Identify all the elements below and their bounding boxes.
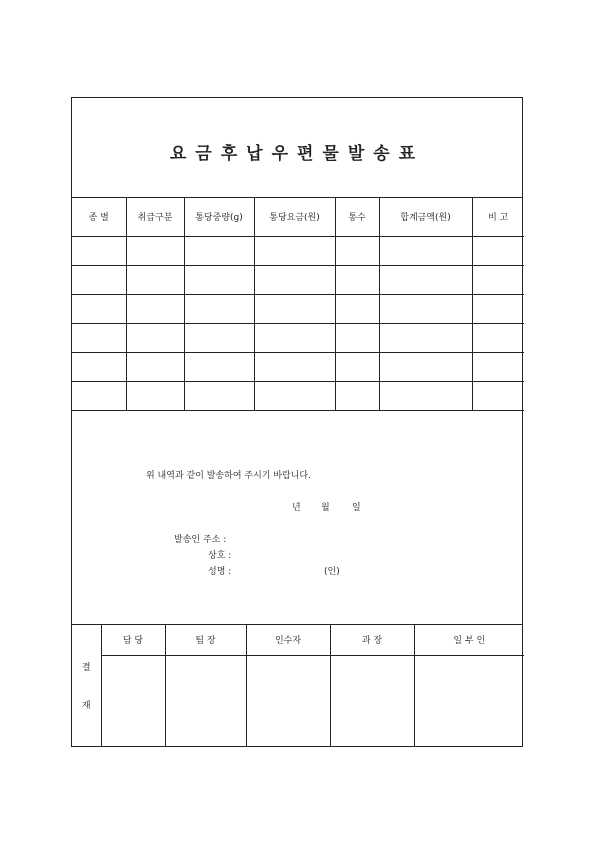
seal-mark-label: (인) xyxy=(324,567,340,577)
header-remarks: 비 고 xyxy=(472,198,524,236)
approval-header-receiver: 인수자 xyxy=(246,625,330,655)
table-cell[interactable] xyxy=(335,265,379,294)
table-cell[interactable] xyxy=(72,352,126,381)
table-cell[interactable] xyxy=(472,323,524,352)
table-cell[interactable] xyxy=(254,352,335,381)
table-row xyxy=(72,294,524,323)
approval-header-date-stamp: 일 부 인 xyxy=(414,625,524,655)
table-cell[interactable] xyxy=(379,381,472,410)
item-table xyxy=(72,198,524,411)
table-cell[interactable] xyxy=(379,352,472,381)
form-frame xyxy=(71,97,523,747)
date-stamp-box[interactable] xyxy=(414,655,524,746)
table-cell[interactable] xyxy=(72,323,126,352)
approval-label-char-2: 재 xyxy=(81,700,91,711)
table-cell[interactable] xyxy=(254,381,335,410)
table-row xyxy=(72,236,524,265)
table-cell[interactable] xyxy=(379,294,472,323)
table-cell[interactable] xyxy=(254,294,335,323)
request-statement: 위 내역과 같이 발송하여 주시기 바랍니다. xyxy=(146,471,311,481)
date-day-label: 일 xyxy=(352,503,361,513)
table-cell[interactable] xyxy=(184,352,254,381)
table-cell[interactable] xyxy=(335,294,379,323)
table-row xyxy=(72,381,524,410)
item-table-header-row xyxy=(72,198,524,236)
header-handling-type: 취급구분 xyxy=(126,198,184,236)
approval-header-team-leader: 팀 장 xyxy=(165,625,246,655)
approval-table xyxy=(72,625,524,747)
header-count: 통수 xyxy=(335,198,379,236)
table-cell[interactable] xyxy=(379,265,472,294)
table-cell[interactable] xyxy=(184,236,254,265)
table-cell[interactable] xyxy=(335,381,379,410)
sender-address-label: 발송인 주소 : xyxy=(174,535,227,545)
approval-signature-row xyxy=(72,655,524,746)
approval-label-char-1: 결 xyxy=(81,662,91,673)
date-month-label: 월 xyxy=(321,503,330,513)
table-cell[interactable] xyxy=(184,294,254,323)
table-row xyxy=(72,352,524,381)
table-cell[interactable] xyxy=(254,265,335,294)
table-cell[interactable] xyxy=(472,352,524,381)
table-cell[interactable] xyxy=(254,236,335,265)
header-unit-weight: 통당중량(g) xyxy=(184,198,254,236)
table-cell[interactable] xyxy=(472,265,524,294)
table-cell[interactable] xyxy=(72,294,126,323)
form-title: 요금후납우편물발송표 xyxy=(72,98,522,198)
company-label: 상호 : xyxy=(208,551,232,561)
table-cell[interactable] xyxy=(126,294,184,323)
table-cell[interactable] xyxy=(335,352,379,381)
table-cell[interactable] xyxy=(335,323,379,352)
table-cell[interactable] xyxy=(379,236,472,265)
table-cell[interactable] xyxy=(472,381,524,410)
table-cell[interactable] xyxy=(472,236,524,265)
approval-side-label xyxy=(72,625,101,746)
approval-header-section-chief: 과 장 xyxy=(330,625,414,655)
table-cell[interactable] xyxy=(126,265,184,294)
signature-box-receiver[interactable] xyxy=(246,655,330,746)
table-cell[interactable] xyxy=(126,352,184,381)
table-cell[interactable] xyxy=(184,265,254,294)
table-row xyxy=(72,323,524,352)
table-cell[interactable] xyxy=(254,323,335,352)
table-cell[interactable] xyxy=(184,323,254,352)
table-cell[interactable] xyxy=(472,294,524,323)
date-year-label: 년 xyxy=(292,503,301,513)
table-cell[interactable] xyxy=(72,265,126,294)
table-cell[interactable] xyxy=(379,323,472,352)
approval-header-row xyxy=(72,625,524,655)
signature-box-staff[interactable] xyxy=(101,655,165,746)
name-label: 성명 : xyxy=(208,567,232,577)
table-cell[interactable] xyxy=(184,381,254,410)
approval-header-staff: 담 당 xyxy=(101,625,165,655)
header-total-amount: 합계금액(원) xyxy=(379,198,472,236)
table-cell[interactable] xyxy=(126,236,184,265)
table-cell[interactable] xyxy=(72,236,126,265)
header-unit-fee: 통당요금(원) xyxy=(254,198,335,236)
signature-box-section-chief[interactable] xyxy=(330,655,414,746)
table-cell[interactable] xyxy=(335,236,379,265)
signature-box-team-leader[interactable] xyxy=(165,655,246,746)
table-row xyxy=(72,265,524,294)
table-cell[interactable] xyxy=(126,323,184,352)
table-cell[interactable] xyxy=(72,381,126,410)
table-cell[interactable] xyxy=(126,381,184,410)
header-category: 종 별 xyxy=(72,198,126,236)
request-section xyxy=(72,416,522,625)
